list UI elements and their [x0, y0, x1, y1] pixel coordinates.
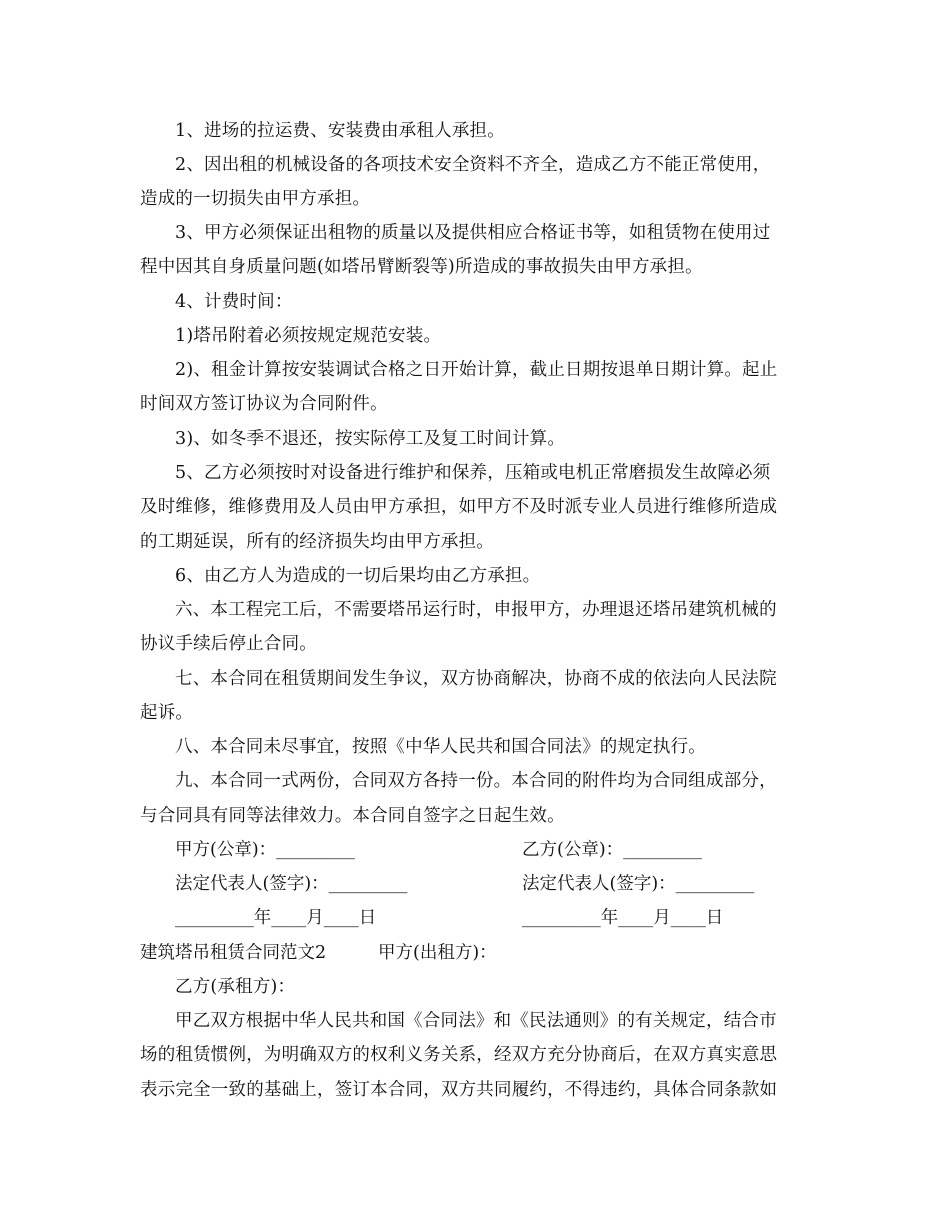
party-b-date-field: _________年____月____日	[522, 908, 724, 928]
clause-line: 九、本合同一式两份，合同双方各持一份。本合同的附件均为合同组成部分，	[175, 771, 777, 791]
clause-line: 3、甲方必须保证出租物的质量以及提供相应合格证书等，如租赁物在使用过	[175, 223, 771, 243]
clause-line: 起诉。	[140, 703, 194, 723]
clause-line: 2)、租金计算按安装调试合格之日开始计算，截止日期按退单日期计算。起止	[175, 360, 778, 380]
clause-line: 4、计费时间：	[175, 292, 293, 312]
clause-line: 协议手续后停止合同。	[140, 634, 317, 654]
clause-line: 八、本合同未尽事宜，按照《中华人民共和国合同法》的规定执行。	[175, 737, 706, 757]
party-b-seal-field: 乙方(公章)：_________	[522, 840, 702, 860]
preamble-line: 甲乙双方根据中华人民共和国《合同法》和《民法通则》的有关规定，结合市	[175, 1011, 777, 1031]
clause-line: 6、由乙方人为造成的一切后果均由乙方承担。	[175, 566, 541, 586]
party-a-seal-field: 甲方(公章)：_________	[175, 840, 355, 860]
clause-line: 六、本工程完工后，不需要塔吊运行时，申报甲方，办理退还塔吊建筑机械的	[175, 600, 777, 620]
clause-line: 七、本合同在租赁期间发生争议，双方协商解决，协商不成的依法向人民法院	[175, 669, 777, 689]
clause-line: 时间双方签订协议为合同附件。	[140, 394, 388, 414]
party-a-representative-field: 法定代表人(签字)：_________	[175, 874, 408, 894]
clause-line: 及时维修，维修费用及人员由甲方承担，如甲方不及时派专业人员进行维修所造成	[140, 497, 778, 517]
lessor-label: 甲方(出租方)：	[378, 943, 497, 963]
section-title: 建筑塔吊租赁合同范文2	[140, 943, 327, 963]
clause-line: 程中因其自身质量问题(如塔吊臂断裂等)所造成的事故损失由甲方承担。	[140, 257, 703, 277]
preamble-line: 表示完全一致的基础上，签订本合同，双方共同履约，不得违约，具体合同条款如	[140, 1080, 778, 1100]
clause-line: 与合同具有同等法律效力。本合同自签字之日起生效。	[140, 806, 565, 826]
clause-line: 5、乙方必须按时对设备进行维护和保养，压箱或电机正常磨损发生故障必须	[175, 463, 771, 483]
clause-line: 3)、如冬季不退还，按实际停工及复工时间计算。	[175, 429, 566, 449]
clause-line: 造成的一切损失由甲方承担。	[140, 189, 371, 209]
preamble-line: 场的租赁惯例，为明确双方的权利义务关系，经双方充分协商后，在双方真实意思	[140, 1045, 778, 1065]
clause-line: 1、进场的拉运费、安装费由承租人承担。	[175, 121, 505, 141]
clause-line: 1)塔吊附着必须按规定规范安装。	[175, 326, 442, 346]
clause-line: 的工期延误，所有的经济损失均由甲方承担。	[140, 532, 494, 552]
party-b-representative-field: 法定代表人(签字)：_________	[522, 874, 755, 894]
clause-line: 2、因出租的机械设备的各项技术安全资料不齐全，造成乙方不能正常使用，	[175, 155, 771, 175]
lessee-label: 乙方(承租方)：	[175, 977, 296, 997]
party-a-date-field: _________年____月____日	[175, 908, 377, 928]
